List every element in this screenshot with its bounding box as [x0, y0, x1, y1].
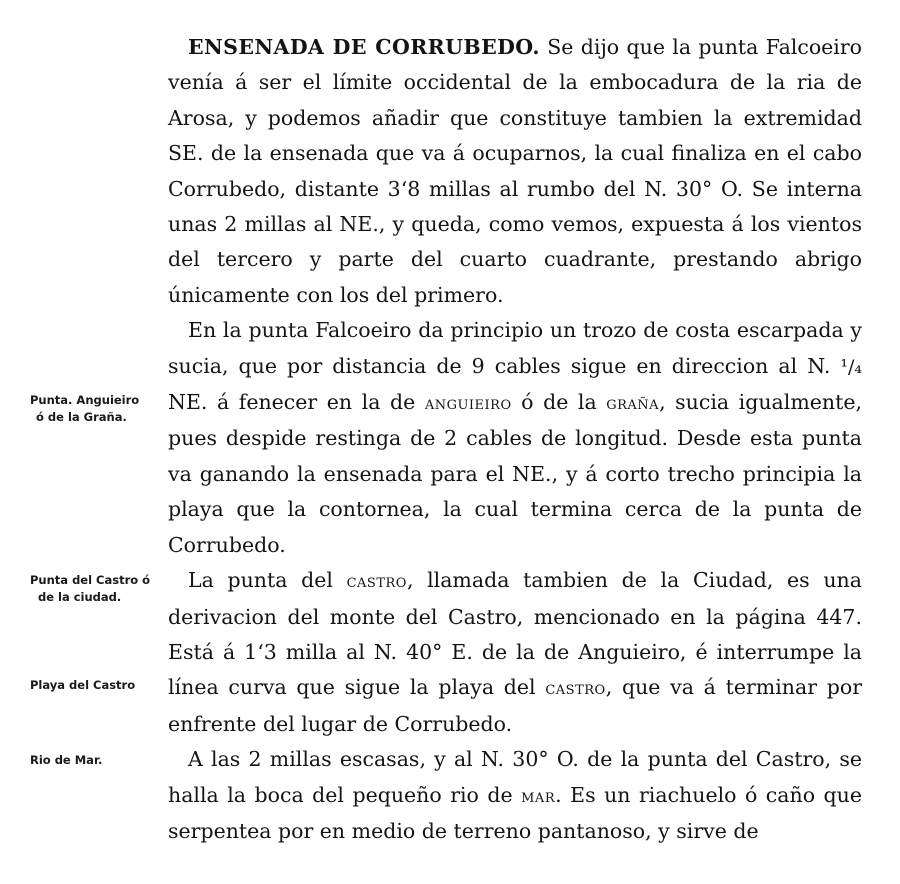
margin-note-rio-mar — [30, 752, 165, 769]
paragraph-text: , llamada tambien de la Ciudad, es una derivacion del monte del Castro, mencionado en la página 447. Está á 1‘3 milla al N. 40° E. de la de Anguieiro, é interrumpe la línea curva que sigue la playa del — [168, 568, 862, 700]
margin-note-line: Punta del Castro ó — [30, 573, 151, 587]
paragraph-text: ó de la — [511, 390, 607, 415]
place-name: mar — [521, 785, 556, 807]
paragraph-text: . Es un riachuelo ó caño que serpentea por en medio de terreno pantanoso, y sirve de — [168, 782, 862, 843]
paragraph-text: En la punta Falcoeiro da principio un trozo de costa escarpada y sucia, que por distancia de 9 cables sigue en direccion al N. — [168, 318, 862, 378]
paragraph-text: La punta del — [188, 568, 347, 593]
margin-note-line: ó de la Graña. — [36, 410, 127, 424]
margin-note-line: de la ciudad. — [38, 590, 122, 604]
margin-note-line: Playa del Castro — [30, 678, 136, 692]
paragraph-ensenada — [168, 30, 862, 313]
paragraph-text: Se dijo que la punta Falcoeiro venía á ser el límite occidental de la embocadura de la ria de Arosa, y podemos añadir que constituye tambien la extremidad SE. de la ensenada que va á ocuparnos, la cual finaliza en el cabo Corrubedo, distante 3‘8 millas al rumbo del N. 30° O. Se interna unas 2 millas al NE., y queda, como vemos, expuesta á los vientos del tercero y parte del cuarto cuadrante, prestando abrigo únicamente con los del primero. — [168, 35, 863, 307]
margin-note-playa-castro — [30, 677, 165, 694]
place-name: castro — [545, 678, 606, 700]
fraction: ¹/₄ — [840, 355, 862, 378]
paragraph-text: NE. á fenecer en la de — [168, 390, 425, 415]
paragraph-castro — [168, 563, 862, 742]
paragraph-text: A las 2 millas escasas, y al N. 30° O. de la punta del Castro, se halla la boca del pequeño rio de — [168, 747, 862, 807]
paragraph-text: , sucia igualmente, pues despide restinga de 2 cables de longitud. Desde esta punta va ganando la ensenada para el NE., y á corto trecho principia la playa que la contornea, la cual termina cerca de la punta de Corrubedo. — [168, 390, 862, 557]
paragraph-rio-mar — [168, 742, 862, 849]
margin-note-punta-castro — [30, 572, 165, 606]
place-name: castro — [346, 571, 407, 593]
main-text-column — [168, 30, 862, 849]
margin-note-punta-anguieiro — [30, 392, 165, 426]
paragraph-text: , que va á terminar por enfrente del lugar de Corrubedo. — [168, 675, 862, 736]
margin-note-line: Rio de Mar. — [30, 753, 103, 767]
paragraph-falcoeiro — [168, 313, 862, 563]
section-heading: ENSENADA DE CORRUBEDO. — [188, 35, 540, 59]
place-name: graña — [606, 393, 660, 415]
place-name: anguieiro — [424, 393, 512, 415]
margin-note-line: Punta. Anguieiro — [30, 393, 140, 407]
